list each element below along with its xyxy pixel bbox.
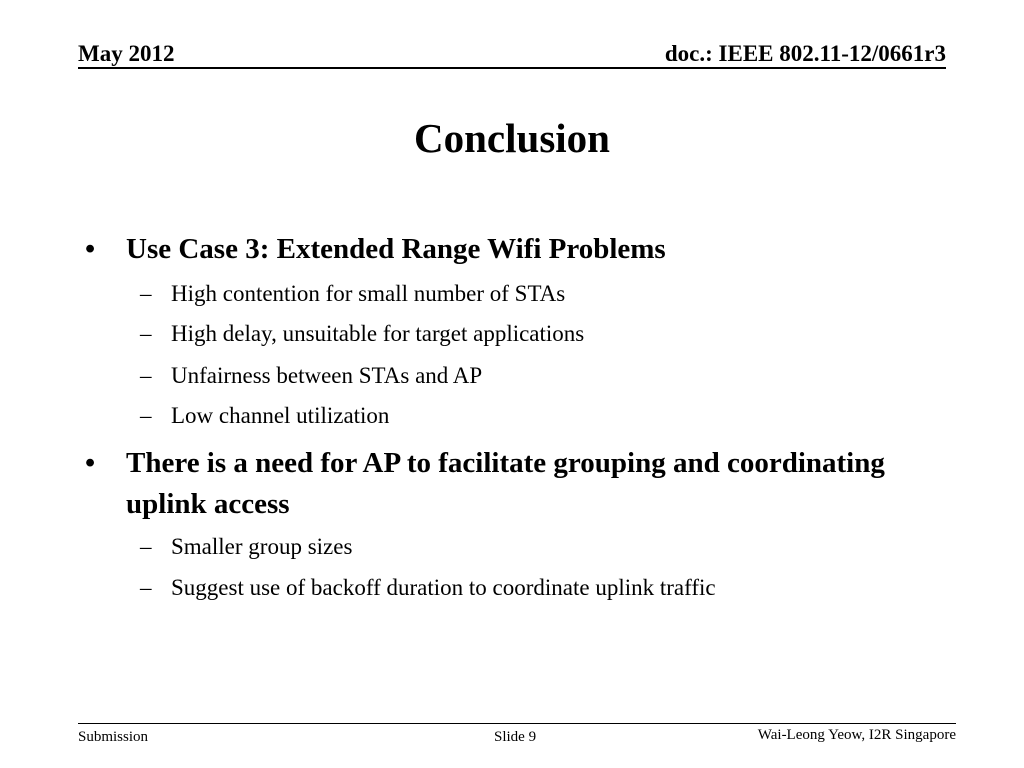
bullet-item <box>85 229 885 270</box>
bullet-text: Use Case 3: Extended Range Wifi Problems <box>126 233 666 265</box>
bullet-dot-icon: • <box>85 233 96 265</box>
header-date: May 2012 <box>78 41 175 66</box>
sub-bullet-item <box>140 279 920 309</box>
footer-submission: Submission <box>78 729 149 745</box>
footer-slide-number: Slide 9 <box>494 729 537 745</box>
sub-bullet-text: Unfairness between STAs and AP <box>171 363 483 388</box>
bullet-item <box>85 443 885 525</box>
footer-divider <box>78 723 956 724</box>
bullet-text: There is a need for AP to facilitate grouping and coordinating uplink access <box>126 447 885 520</box>
dash-icon: – <box>140 534 152 559</box>
header-document-id: doc.: IEEE 802.11-12/0661r3 <box>664 41 946 66</box>
sub-bullet-item <box>140 573 920 603</box>
sub-bullet-item <box>140 361 920 391</box>
sub-bullet-text: Smaller group sizes <box>171 534 353 559</box>
sub-bullet-text: Suggest use of backoff duration to coordinate uplink traffic <box>171 575 716 600</box>
dash-icon: – <box>140 403 152 428</box>
sub-bullet-text: High contention for small number of STAs <box>171 281 566 306</box>
sub-bullet-item <box>140 319 920 349</box>
dash-icon: – <box>140 575 152 600</box>
dash-icon: – <box>140 363 152 388</box>
sub-bullet-item <box>140 401 920 431</box>
dash-icon: – <box>140 281 152 306</box>
slide-title: Conclusion <box>414 115 610 161</box>
footer-author: Wai-Leong Yeow, I2R Singapore <box>757 727 956 743</box>
dash-icon: – <box>140 321 152 346</box>
sub-bullet-item <box>140 532 920 562</box>
sub-bullet-text: Low channel utilization <box>171 403 390 428</box>
header-divider <box>78 67 946 69</box>
bullet-dot-icon: • <box>85 447 96 479</box>
sub-bullet-text: High delay, unsuitable for target applications <box>171 321 585 346</box>
